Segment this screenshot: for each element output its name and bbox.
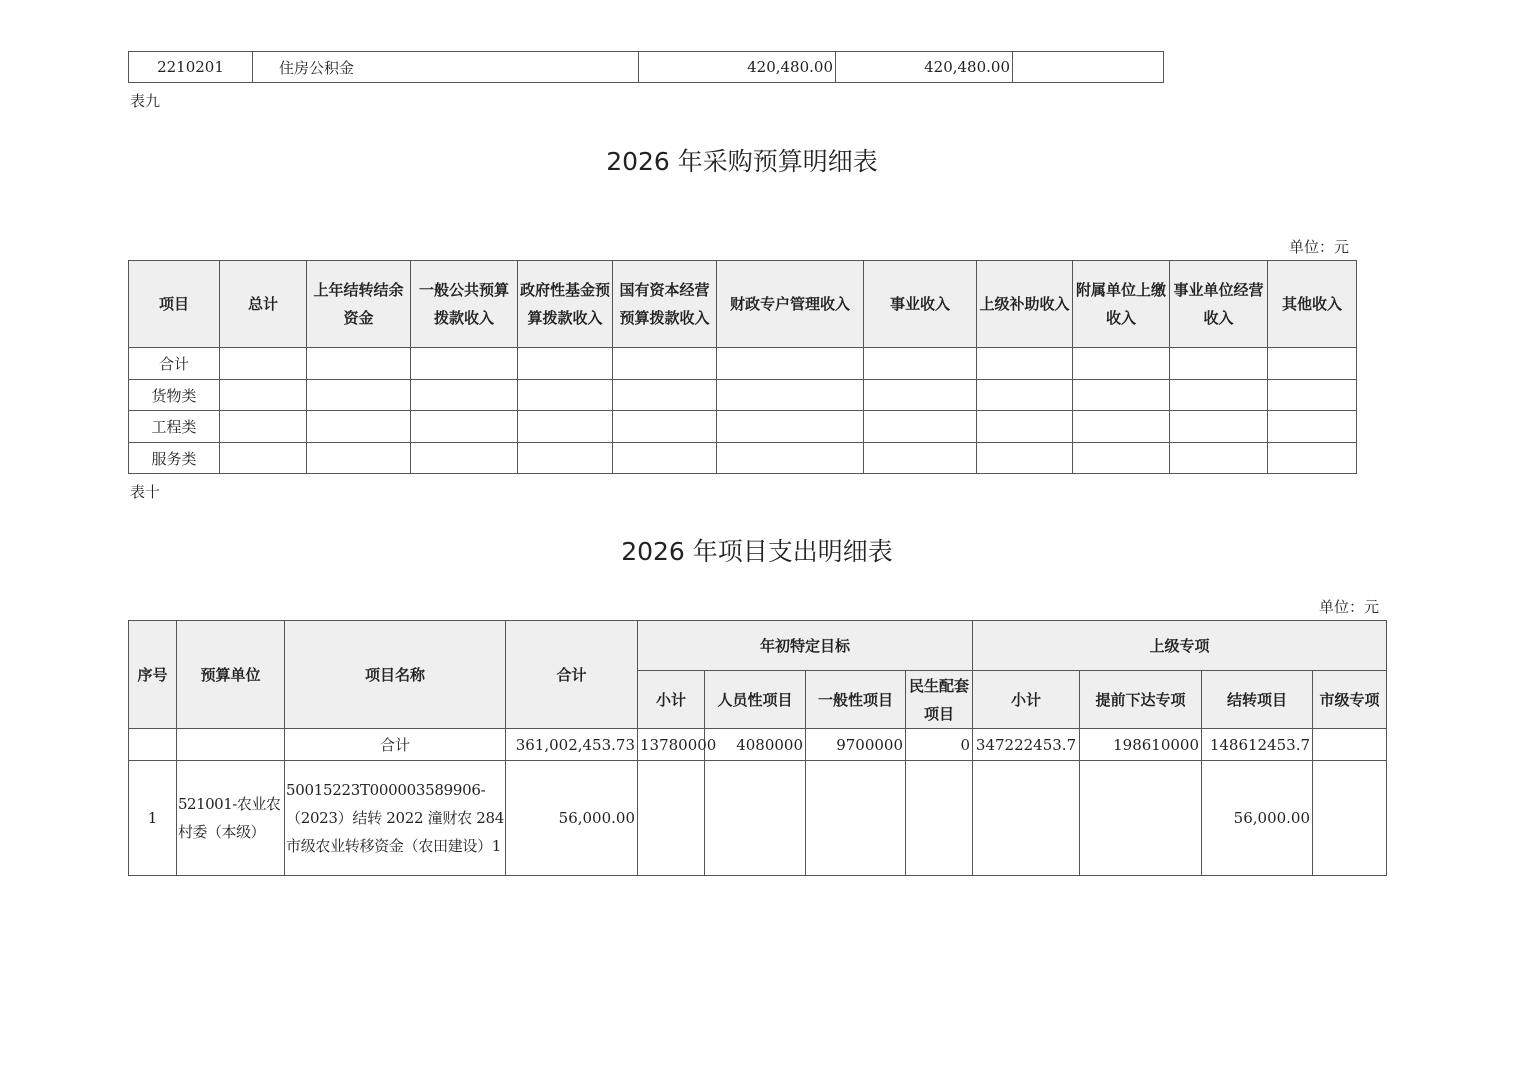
row-label: 工程类 bbox=[129, 411, 220, 443]
table9-header-operating: 事业单位经营收入 bbox=[1170, 261, 1268, 348]
table10-label: 表十 bbox=[130, 483, 161, 501]
row-label: 货物类 bbox=[129, 380, 220, 411]
table-row bbox=[129, 380, 1357, 411]
row-label: 服务类 bbox=[129, 443, 220, 474]
table10-header-g1-general: 一般性项目 bbox=[806, 671, 906, 729]
table10-header-project: 项目名称 bbox=[285, 621, 506, 729]
total-row-g1-personnel: 4080000 bbox=[705, 729, 806, 761]
table10-header-g1-subtotal: 小计 bbox=[638, 671, 705, 729]
row1-g2-carryover: 56,000.00 bbox=[1202, 761, 1313, 876]
table10-header-g2-subtotal: 小计 bbox=[973, 671, 1080, 729]
top-name: 住房公积金 bbox=[253, 52, 639, 83]
total-row-g1-livelihood: 0 bbox=[906, 729, 973, 761]
table10-header-unit: 预算单位 bbox=[177, 621, 285, 729]
table9-header-item: 项目 bbox=[129, 261, 220, 348]
row1-project: 50015223T000003589906-（2023）结转 2022 潼财农 284 市级农业转移资金（农田建设）1 bbox=[285, 761, 506, 876]
table-row bbox=[129, 348, 1357, 380]
total-row-g1-general: 9700000 bbox=[806, 729, 906, 761]
table10-header-superior-special: 上级专项 bbox=[973, 621, 1387, 671]
table-row bbox=[129, 761, 1387, 876]
table-row bbox=[129, 411, 1357, 443]
table9-header-superior-subsidy: 上级补助收入 bbox=[977, 261, 1073, 348]
row-label: 合计 bbox=[129, 348, 220, 380]
table9-header-gov-fund: 政府性基金预算拨款收入 bbox=[518, 261, 613, 348]
top-value-2: 420,480.00 bbox=[836, 52, 1013, 83]
procurement-table bbox=[128, 260, 1357, 474]
total-row-total: 361,002,453.73 bbox=[506, 729, 638, 761]
table9-header-carryover: 上年结转结余资金 bbox=[307, 261, 411, 348]
top-value-1: 420,480.00 bbox=[639, 52, 836, 83]
table10-header-g2-advance: 提前下达专项 bbox=[1080, 671, 1202, 729]
table10-header-initial-targets: 年初特定目标 bbox=[638, 621, 973, 671]
total-row-label: 合计 bbox=[285, 729, 506, 761]
table9-header-total: 总计 bbox=[220, 261, 307, 348]
table-row bbox=[129, 729, 1387, 761]
table-row bbox=[129, 443, 1357, 474]
top-value-3 bbox=[1013, 52, 1164, 83]
total-row-g2-subtotal: 347222453.7 bbox=[973, 729, 1080, 761]
row1-seq: 1 bbox=[129, 761, 177, 876]
table9-header-general-budget: 一般公共预算拨款收入 bbox=[411, 261, 518, 348]
table9-header-special-account: 财政专户管理收入 bbox=[717, 261, 864, 348]
total-row-g2-city bbox=[1313, 729, 1387, 761]
table9-title: 2026 年采购预算明细表 bbox=[606, 147, 878, 176]
table10-header-seq: 序号 bbox=[129, 621, 177, 729]
total-row-g1-subtotal: 13780000 bbox=[638, 729, 705, 761]
table10-header-g1-personnel: 人员性项目 bbox=[705, 671, 806, 729]
project-expense-table bbox=[128, 620, 1387, 876]
table9-label: 表九 bbox=[130, 92, 161, 110]
table9-header-business-income: 事业收入 bbox=[864, 261, 977, 348]
table10-header-g2-carryover: 结转项目 bbox=[1202, 671, 1313, 729]
table9-header-affiliated: 附属单位上缴收入 bbox=[1073, 261, 1170, 348]
table10-title: 2026 年项目支出明细表 bbox=[621, 537, 893, 566]
table10-unit: 单位：元 bbox=[1319, 598, 1380, 616]
table10-header-g2-city: 市级专项 bbox=[1313, 671, 1387, 729]
table10-header-total: 合计 bbox=[506, 621, 638, 729]
table9-unit: 单位：元 bbox=[1289, 238, 1350, 256]
top-code: 2210201 bbox=[129, 52, 253, 83]
total-row-g2-advance: 198610000 bbox=[1080, 729, 1202, 761]
row1-unit: 521001-农业农村委（本级） bbox=[177, 761, 285, 876]
table10-header-g1-livelihood: 民生配套项目 bbox=[906, 671, 973, 729]
top-table bbox=[128, 51, 1164, 83]
row1-total: 56,000.00 bbox=[506, 761, 638, 876]
table9-header-other: 其他收入 bbox=[1268, 261, 1357, 348]
table9-header-state-capital: 国有资本经营预算拨款收入 bbox=[613, 261, 717, 348]
total-row-g2-carryover: 148612453.7 bbox=[1202, 729, 1313, 761]
